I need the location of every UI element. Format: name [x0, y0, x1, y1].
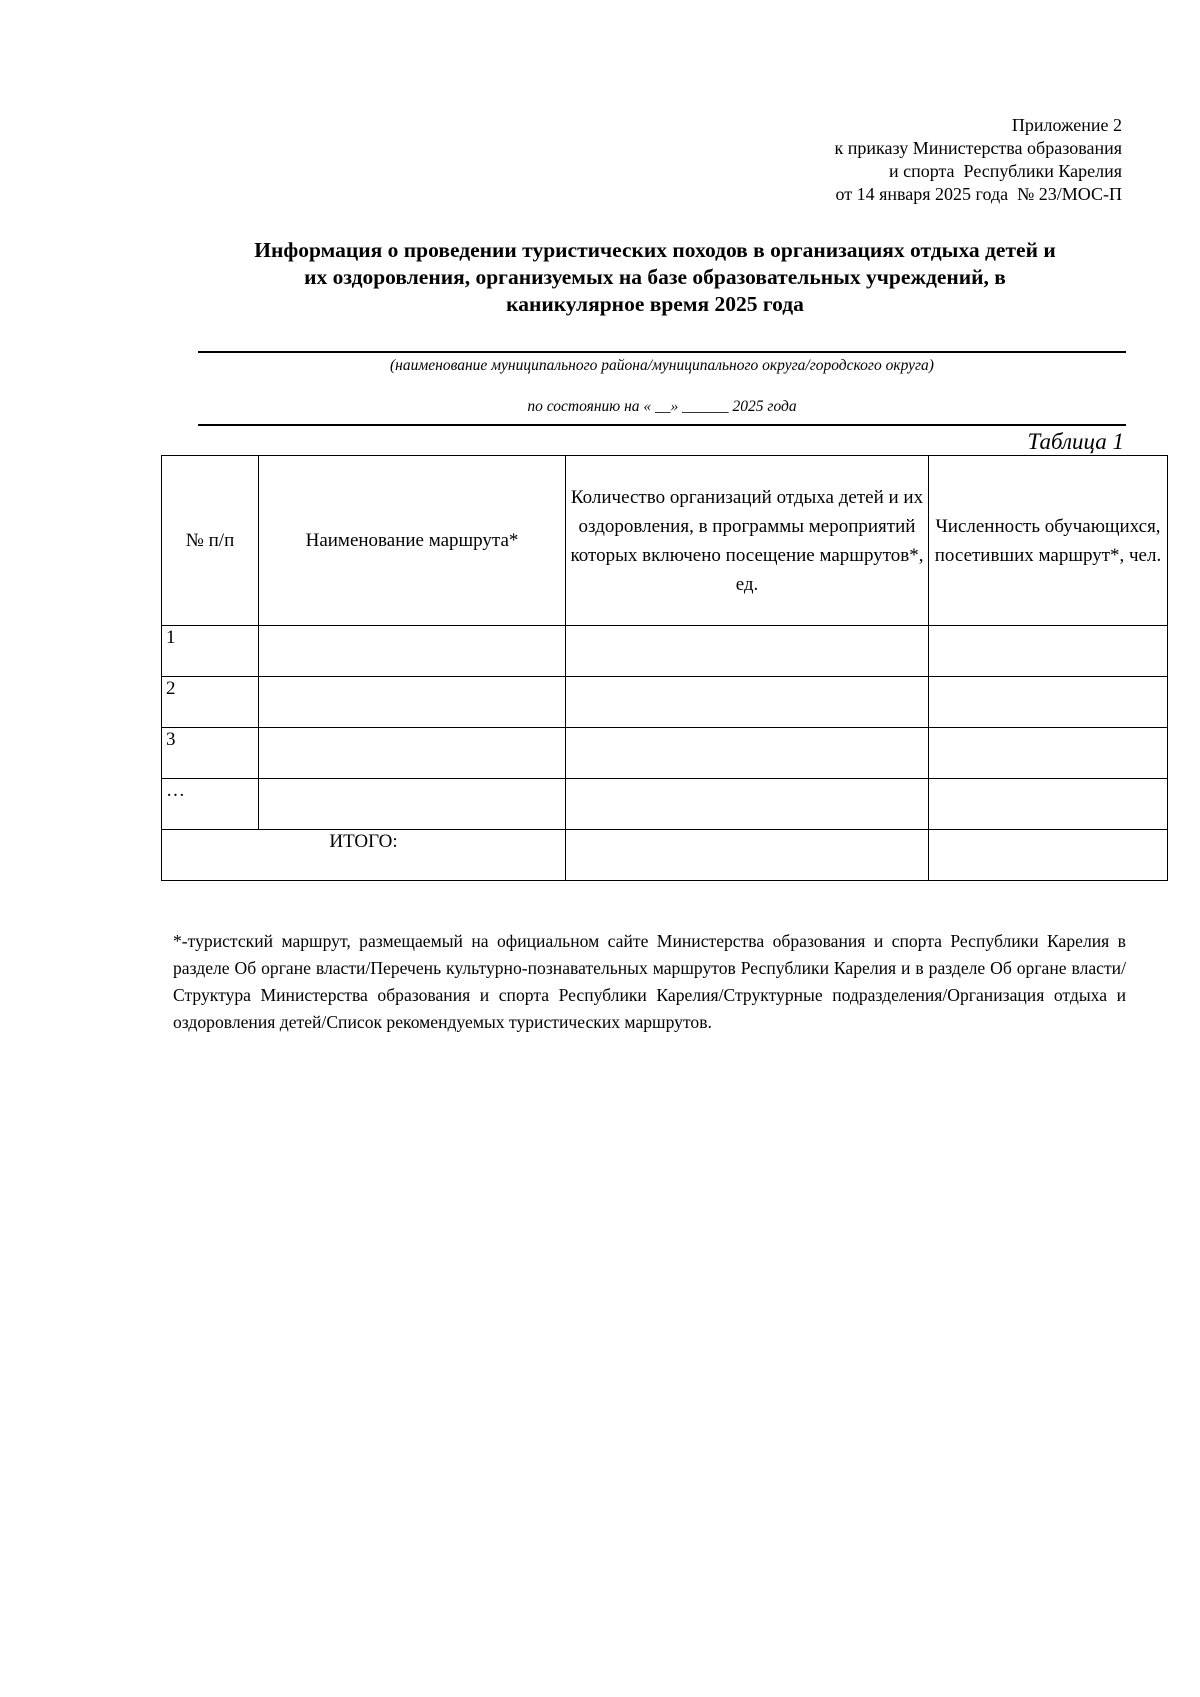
row-number: 3 [162, 728, 259, 779]
appendix-line: и спорта Республики Карелия [888, 161, 1122, 181]
date-caption: по состоянию на « __» ______ 2025 года [527, 398, 797, 415]
footnote: *-туристский маршрут, размещаемый на официальном сайте Министерства образования и спорта Республики Карелия в разделе Об органе власти/Перечень культурно-познавательных маршрутов Республики Карелия и в разделе Об органе власти/ Структура Министерства образования и спорта Республики Карелия/Структурные подразделения/Организация отдыха и оздоровления детей/Список рекомендуемых туристических маршрутов. [173, 931, 1126, 1032]
total-row [162, 830, 1168, 881]
organizations-count-cell [566, 779, 929, 830]
document-title [180, 237, 1130, 318]
table-row [162, 677, 1168, 728]
table-label: Таблица 1 [1027, 429, 1124, 454]
total-students-cell [929, 830, 1168, 881]
table-row [162, 728, 1168, 779]
organizations-count-cell [566, 626, 929, 677]
title-line: их оздоровления, организуемых на базе образовательных учреждений, в [304, 265, 1006, 289]
students-count-cell [929, 779, 1168, 830]
title-line: Информация о проведении туристических походов в организациях отдыха детей и [254, 238, 1056, 262]
table-header-row [162, 456, 1168, 626]
route-name-cell [259, 779, 566, 830]
total-organizations-cell [566, 830, 929, 881]
header-number: № п/п [162, 456, 259, 626]
header-route-name: Наименование маршрута* [259, 456, 566, 626]
row-number: 2 [162, 677, 259, 728]
organizations-count-cell [566, 677, 929, 728]
row-number: 1 [162, 626, 259, 677]
date-line [198, 424, 1126, 426]
municipality-caption: (наименование муниципального района/муниципального округа/городского округа) [390, 357, 934, 374]
appendix-line: от 14 января 2025 года № 23/МОС-П [835, 184, 1122, 204]
header-organizations-count: Количество организаций отдыха детей и их оздоровления, в программы мероприятий которых включено посещение маршрутов*, ед. [566, 456, 929, 626]
route-name-cell [259, 728, 566, 779]
municipality-line [198, 351, 1126, 353]
table-row [162, 626, 1168, 677]
table-row [162, 779, 1168, 830]
appendix-line: Приложение 2 [1011, 115, 1122, 135]
students-count-cell [929, 677, 1168, 728]
total-label: ИТОГО: [162, 830, 566, 881]
row-number: … [162, 779, 259, 830]
students-count-cell [929, 626, 1168, 677]
route-name-cell [259, 677, 566, 728]
appendix-line: к приказу Министерства образования [834, 138, 1122, 158]
report-table [161, 455, 1168, 881]
route-name-cell [259, 626, 566, 677]
students-count-cell [929, 728, 1168, 779]
header-students-count: Численность обучающихся, посетивших маршрут*, чел. [929, 456, 1168, 626]
organizations-count-cell [566, 728, 929, 779]
appendix-block [834, 114, 1122, 206]
title-line: каникулярное время 2025 года [506, 292, 804, 316]
